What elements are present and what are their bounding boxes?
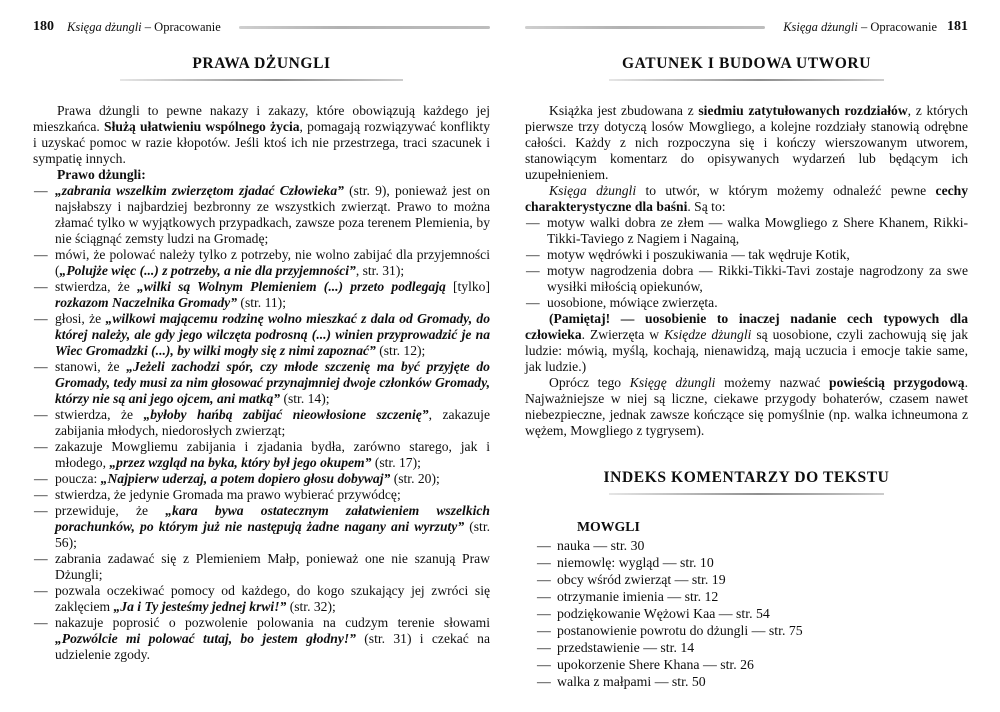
- jungle-laws-list: [33, 183, 490, 663]
- index-item-text: niemowlę: wygląd — str. 10: [557, 555, 714, 570]
- index-item: [537, 673, 968, 690]
- index-heading-mowgli: MOWGLI: [577, 519, 640, 534]
- index-section: [525, 469, 968, 690]
- em-dash: —: [34, 551, 48, 566]
- em-dash: —: [34, 183, 48, 198]
- list-item-text: stwierdza, że „byłoby hańbą zabijać nieowłosione szczenię”, zakazuje zabijania młodych, niedorosłych zwierząt;: [55, 407, 490, 438]
- list-item: [33, 615, 490, 663]
- running-title-book: Księga dżungli: [783, 20, 858, 34]
- list-item-text: motyw wędrówki i poszukiwania — tak wędruje Kotik,: [547, 247, 850, 262]
- list-item-text: głosi, że „wilkowi mającemu rodzinę wolno mieszkać z dala od Gromady, do której należy, ale gdy jego wilczęta podrosną (...) winien przyprowadzić je na Wiec Gromadzki (...), by wilki mogły się z nimi zapoznać” (str. 12);: [55, 311, 490, 358]
- em-dash: —: [34, 247, 48, 262]
- index-item-text: walka z małpami — str. 50: [557, 674, 706, 689]
- section-title-right: GATUNEK I BUDOWA UTWORU: [621, 55, 872, 72]
- list-item-text: motyw nagrodzenia dobra — Rikki-Tikki-Tavi zostaje nagrodzony za swe wysiłki miłością opiekunów,: [547, 263, 968, 294]
- list-item: [33, 407, 490, 439]
- list-item: [33, 359, 490, 407]
- header-rule-right: [525, 26, 765, 29]
- index-list: [525, 537, 968, 690]
- list-item: [33, 439, 490, 471]
- list-item-text: motyw walki dobra ze złem — walka Mowgliego z Shere Khanem, Rikki-Tikki-Taviego z Nagiem i Nagainą,: [547, 215, 968, 246]
- list-item: [33, 583, 490, 615]
- em-dash: —: [34, 407, 48, 422]
- list-item: [33, 311, 490, 359]
- body-left: [33, 103, 490, 663]
- section-title-rule-right: [609, 79, 884, 81]
- index-item: [537, 554, 968, 571]
- body-right: [525, 103, 968, 439]
- list-item: [33, 279, 490, 311]
- page-right: [525, 20, 968, 690]
- em-dash: —: [537, 674, 551, 689]
- fairytale-features-list: [525, 215, 968, 311]
- index-item-text: upokorzenie Shere Khana — str. 26: [557, 657, 754, 672]
- em-dash: —: [34, 279, 48, 294]
- list-item: [33, 503, 490, 551]
- list-item-text: uosobione, mówiące zwierzęta.: [547, 295, 718, 310]
- running-header-right: [525, 20, 968, 34]
- index-item-text: obcy wśród zwierząt — str. 19: [557, 572, 726, 587]
- header-rule-left: [239, 26, 490, 29]
- list-item: [525, 247, 968, 263]
- em-dash: —: [34, 439, 48, 454]
- em-dash: —: [537, 538, 551, 553]
- page-number-left: 180: [33, 19, 54, 34]
- running-title-left: [67, 20, 221, 34]
- list-item: [525, 215, 968, 247]
- intro-paragraph: Prawa dżungli to pewne nakazy i zakazy, które obowiązują każdego jej mieszkańca. Służą ułatwieniu wspólnego życia, pomagają rozwiązywać konflikty i uzyskać pomoc w razie kłopotów. Jeśli ktoś ich nie przestrzega, traci szacunek i sympatię innych.: [33, 103, 491, 166]
- em-dash: —: [526, 295, 540, 310]
- index-item: [537, 639, 968, 656]
- list-item-text: „zabrania wszelkim zwierzętom zjadać Człowieka” (str. 9), ponieważ jest on najsłabszy i najbardziej bezbronny ze wszystkich zwierząt. Prawo to można złamać tylko w wyjątkowych przypadkach, zawsze poza terenem Plemienia, by nie ściągnąć zemsty ludzi na Gromadę;: [55, 183, 490, 246]
- em-dash: —: [34, 359, 48, 374]
- running-title-suffix: – Opracowanie: [141, 20, 221, 34]
- running-title-suffix: – Opracowanie: [857, 20, 937, 34]
- em-dash: —: [537, 555, 551, 570]
- em-dash: —: [34, 615, 48, 630]
- em-dash: —: [537, 589, 551, 604]
- index-item-text: podziękowanie Wężowi Kaa — str. 54: [557, 606, 770, 621]
- section-title-left: PRAWA DŻUNGLI: [192, 55, 331, 72]
- list-item: [33, 247, 490, 279]
- index-section-title: INDEKS KOMENTARZY DO TEKSTU: [603, 469, 890, 486]
- index-item: [537, 605, 968, 622]
- adventure-paragraph: Oprócz tego Księgę dżungli możemy nazwać powieścią przygodową. Najważniejsze w niej są liczne, ciekawe przygody bohaterów, czasem nawet niebezpieczne, jednak zawsze kończące się pomyślnie (np. walka ichneumona z wężem, Mowgliego z tygrysem).: [525, 375, 968, 438]
- index-section-rule: [609, 493, 884, 495]
- list-item-text: zakazuje Mowgliemu zabijania i zjadania bydła, zarówno starego, jak i młodego, „przez wzgląd na byka, który był jego okupem” (str. 17);: [55, 439, 490, 470]
- section-title-rule-left: [120, 79, 403, 81]
- structure-paragraph: Książka jest zbudowana z siedmiu zatytułowanych rozdziałów, z których pierwsze trzy dotyczą losów Mowgliego, a kolejne rozdziały stanowią odrębne całości. Każdy z nich rozpoczyna się i kończy wierszowanym utworem, stanowiącym komentarz do opisywanych wydarzeń lub będącym ich uzupełnieniem.: [525, 103, 968, 182]
- index-item: [537, 571, 968, 588]
- em-dash: —: [34, 503, 48, 518]
- page-left: [33, 20, 490, 663]
- list-item-text: stwierdza, że jedynie Gromada ma prawo wybierać przywódcę;: [55, 487, 401, 502]
- index-item-text: otrzymanie imienia — str. 12: [557, 589, 719, 604]
- index-item: [537, 622, 968, 639]
- list-item: [525, 295, 968, 311]
- list-item-text: stanowi, że „Jeżeli zachodzi spór, czy młode szczenię ma być przyjęte do Gromady, tedy musi za nim głosować przynajmniej dwoje członków Gromady, którzy nie są ani jego ojcem, ani matką” (str. 14);: [55, 359, 490, 406]
- em-dash: —: [34, 311, 48, 326]
- em-dash: —: [537, 623, 551, 638]
- list-item-text: mówi, że polować należy tylko z potrzeby, nie wolno zabijać dla przyjemności („Polujże więc (...) z potrzeby, a nie dla przyjemności”, str. 31);: [55, 247, 490, 278]
- running-title-book: Księga dżungli: [67, 20, 142, 34]
- list-item: [33, 551, 490, 583]
- em-dash: —: [526, 247, 540, 262]
- list-item: [33, 487, 490, 503]
- fairytale-paragraph: Księga dżungli to utwór, w którym możemy odnaleźć pewne cechy charakterystyczne dla baśni. Są to:: [525, 183, 968, 214]
- running-header-left: [33, 20, 490, 34]
- index-item-text: nauka — str. 30: [557, 538, 645, 553]
- index-item: [537, 537, 968, 554]
- list-item-text: pozwala oczekiwać pomocy od każdego, do kogo szukający jej zwróci się zaklęciem „Ja i Ty jesteśmy jednej krwi!” (str. 32);: [55, 583, 490, 614]
- page-number-right: 181: [947, 19, 968, 34]
- list-item: [525, 263, 968, 295]
- em-dash: —: [537, 606, 551, 621]
- list-item: [33, 471, 490, 487]
- list-item-text: stwierdza, że „wilki są Wolnym Plemieniem (...) przeto podlegają [tylko] rozkazom Naczelnika Gromady” (str. 11);: [55, 279, 490, 310]
- index-item-text: postanowienie powrotu do dżungli — str. 75: [557, 623, 803, 638]
- running-title-right: [783, 20, 937, 34]
- em-dash: —: [526, 215, 540, 230]
- em-dash: —: [537, 572, 551, 587]
- em-dash: —: [34, 583, 48, 598]
- em-dash: —: [526, 263, 540, 278]
- index-item: [537, 656, 968, 673]
- em-dash: —: [537, 640, 551, 655]
- index-item-text: przedstawienie — str. 14: [557, 640, 695, 655]
- list-item-text: przewiduje, że „kara bywa ostatecznym załatwieniem wszelkich porachunków, po którym już nie następują żadne nagany ani wyrzuty” (str. 56);: [55, 503, 490, 550]
- remember-note: (Pamiętaj! — uosobienie to inaczej nadanie cech typowych dla człowieka. Zwierzęta w Księdze dżungli są uosobione, czyli zachowują się jak ludzie: mówią, myślą, kochają, nienawidzą, mają uczucia i emocje takie same, jak ludzie.): [525, 311, 969, 374]
- em-dash: —: [34, 487, 48, 502]
- list-item-text: poucza: „Najpierw uderzaj, a potem dopiero głosu dobywaj” (str. 20);: [55, 471, 440, 486]
- list-lead: Prawo dżungli:: [57, 167, 146, 182]
- em-dash: —: [537, 657, 551, 672]
- list-item: [33, 183, 490, 247]
- list-item-text: nakazuje poprosić o pozwolenie polowania na cudzym terenie słowami „Pozwólcie mi polować tutaj, bo jestem głodny!” (str. 31) i czekać na udzielenie zgody.: [55, 615, 490, 662]
- em-dash: —: [34, 471, 48, 486]
- list-item-text: zabrania zadawać się z Plemieniem Małp, ponieważ one nie szanują Praw Dżungli;: [55, 551, 490, 582]
- index-item: [537, 588, 968, 605]
